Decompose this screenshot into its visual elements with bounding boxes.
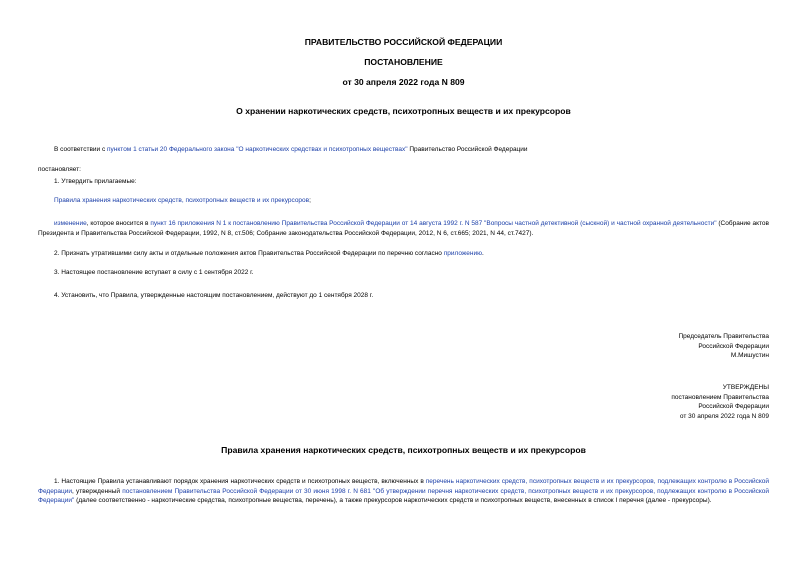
approved-country: Российской Федерации xyxy=(698,403,769,410)
rules-title: Правила хранения наркотических средств, психотропных веществ и их прекурсоров xyxy=(221,445,586,455)
approved-block xyxy=(469,383,769,421)
item-2-tail: . xyxy=(481,250,484,257)
document-title: О хранении наркотических средств, психотропных веществ и их прекурсоров xyxy=(236,106,571,116)
signature-block xyxy=(469,332,769,361)
rules-p1-text1: 1. Настоящие Правила устанавливают порядок хранения наркотических средств и психотропных веществ, включенных в xyxy=(54,478,426,485)
preamble-prefix: В соответствии с xyxy=(54,146,108,153)
rules-link[interactable]: Правила хранения наркотических средств, психотропных веществ и их прекурсоров xyxy=(54,197,310,204)
item-3: 3. Настоящее постановление вступает в силу с 1 сентября 2022 г. xyxy=(54,269,254,276)
rules-p1-text3: (далее соответственно - наркотические средства, психотропные вещества, перечень), а также прекурсоров наркотических средств и психотропных веществ, внесенных в список I перечня (далее - прекурсоры). xyxy=(74,497,712,504)
date-number: от 30 апреля 2022 года N 809 xyxy=(342,77,465,87)
preamble-suffix: Правительство Российской Федерации xyxy=(407,146,528,153)
rules-p1-text2: , утвержденный xyxy=(72,487,123,495)
item-1a-tail: ; xyxy=(309,197,311,204)
item-1: 1. Утвердить прилагаемые: xyxy=(54,178,137,185)
decree-word: постановляет: xyxy=(38,166,81,173)
amendment-link[interactable]: изменение xyxy=(54,220,87,227)
item-1a xyxy=(54,196,311,206)
item-1b xyxy=(38,219,769,238)
item-1b-text: , которое вносится в xyxy=(86,220,151,227)
signature-country: Российской Федерации xyxy=(698,342,769,350)
item-2-text: 2. Признать утратившими силу акты и отдельные положения актов Правительства Российской Федерации по перечню согласно xyxy=(54,250,444,257)
decree-681-link[interactable]: постановлением Правительства Российской Федерации от 30 июня 1998 г. N 681 "Об утверждении перечня наркотических средств, психотропных веществ и их прекурсоров, подлежащих контролю в Российской Федерации" xyxy=(38,487,770,504)
item-1b-sources: (Собрание актов Президента и Правительства Российской Федерации, 1992, N 8, ст.506; Собрание законодательства Российской Федерации, 2012, N 6, ст.665; 2021, N 44, ст.7427). xyxy=(38,220,769,237)
federal-law-link[interactable]: пунктом 1 статьи 20 Федерального закона "О наркотических средствах и психотропных веществах" xyxy=(107,146,408,153)
item-2 xyxy=(54,249,774,259)
list-link[interactable]: перечень наркотических средств, психотропных веществ и их прекурсоров, подлежащих контролю в Российской Федерации xyxy=(38,478,770,495)
decree-587-link[interactable]: пункт 16 приложения N 1 к постановлению Правительства Российской Федерации от 14 августа 1992 г. N 587 "Вопросы частной детективной (сыскной) и частной охранной деятельности" xyxy=(150,220,717,227)
appendix-link[interactable]: приложению xyxy=(443,250,482,257)
approved-by: постановлением Правительства xyxy=(671,393,769,401)
doc-type-heading: ПОСТАНОВЛЕНИЕ xyxy=(364,57,443,67)
signature-name: М.Мишустин xyxy=(730,352,769,359)
approved-date: от 30 апреля 2022 года N 809 xyxy=(679,412,769,420)
preamble xyxy=(54,145,774,155)
rules-paragraph-1 xyxy=(38,477,769,506)
signature-position: Председатель Правительства xyxy=(678,333,769,340)
approved-label: УТВЕРЖДЕНЫ xyxy=(722,384,769,391)
org-heading: ПРАВИТЕЛЬСТВО РОССИЙСКОЙ ФЕДЕРАЦИИ xyxy=(304,37,503,47)
item-4: 4. Установить, что Правила, утвержденные настоящим постановлением, действуют до 1 сентября 2028 г. xyxy=(54,292,374,299)
